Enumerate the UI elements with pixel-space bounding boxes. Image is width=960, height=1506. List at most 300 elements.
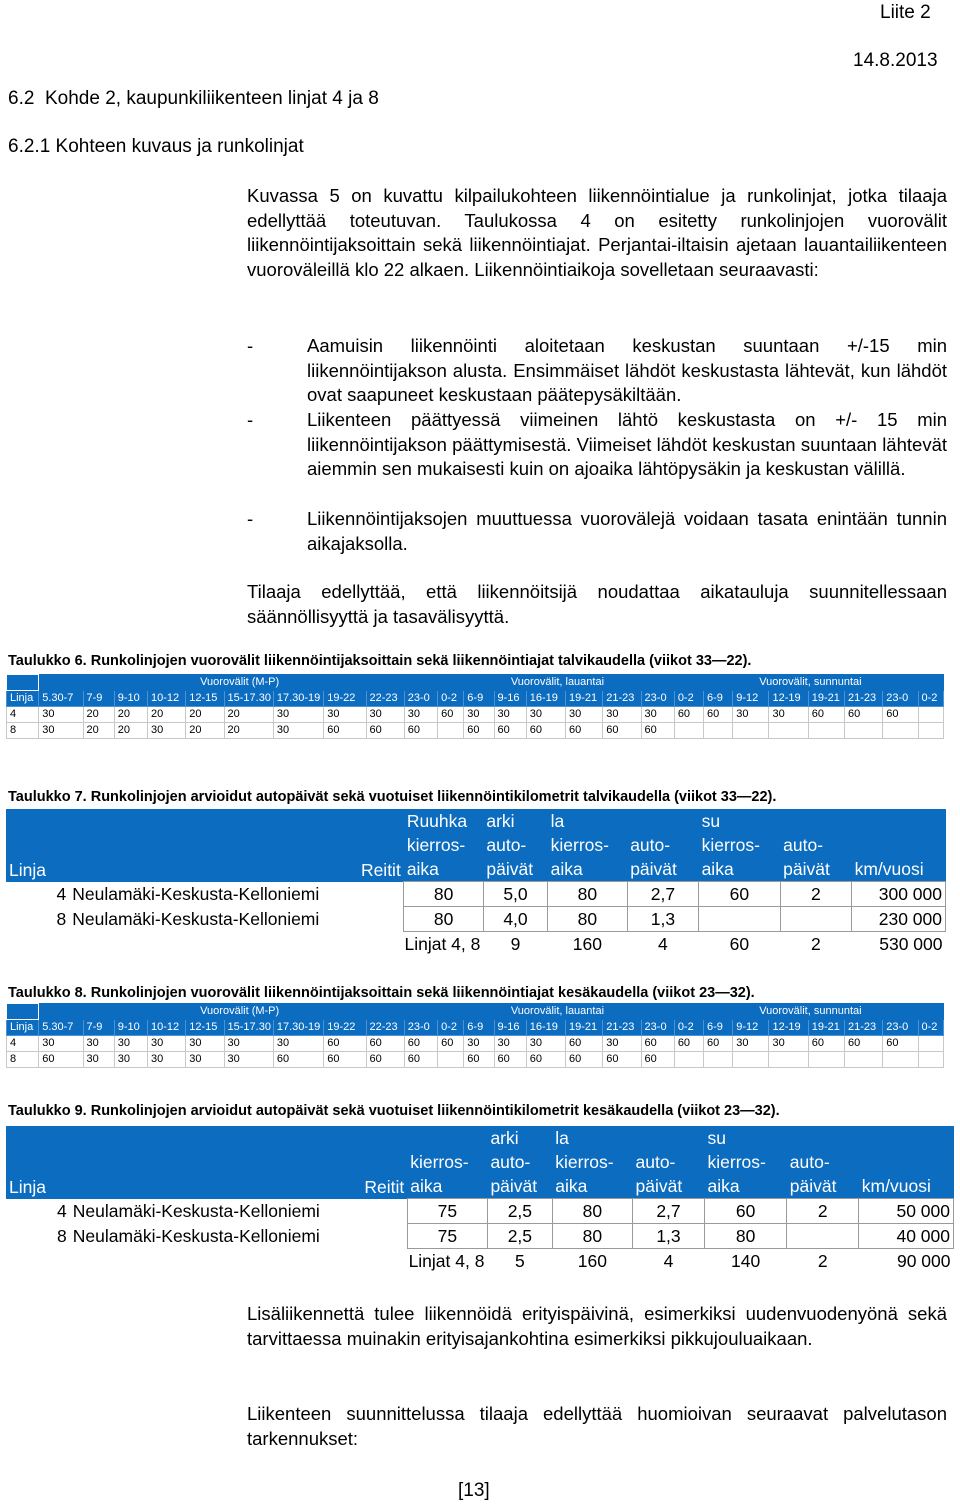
table-cell	[845, 1052, 883, 1068]
table-cell: 30	[224, 1036, 273, 1052]
km-header-cell: aika	[407, 1174, 487, 1199]
table-cell: 30	[464, 707, 494, 723]
page-date: 14.8.2013	[853, 50, 938, 71]
table-cell: 60	[883, 1036, 918, 1052]
table-cell: 60	[366, 1036, 404, 1052]
timetable-band-row	[7, 1004, 944, 1020]
line-number-cell: 4	[57, 1201, 67, 1221]
timetable-header-cell: 0-2	[674, 691, 703, 707]
total-value-cell: 60	[729, 934, 750, 954]
table8-timetable	[6, 1003, 944, 1068]
table-cell: 60	[324, 723, 366, 739]
table-cell: 20	[83, 723, 114, 739]
timetable-band-cell: Vuorovälit, sunnuntai	[674, 675, 943, 691]
table-cell	[883, 1052, 918, 1068]
timetable-header-cell: 15-17.30	[224, 1020, 273, 1036]
timetable-header-cell: 7-9	[83, 691, 114, 707]
bullet-dash: -	[247, 335, 254, 356]
table-cell: 60	[674, 1036, 703, 1052]
table-cell: 60	[404, 723, 437, 739]
km-header-cell: Linja	[6, 1174, 70, 1199]
route-cell: Neulamäki-Keskusta-Kelloniemi	[72, 1201, 320, 1221]
table-cell: 60	[566, 1036, 603, 1052]
table9-km-table	[6, 1126, 954, 1273]
table-cell: 20	[224, 723, 273, 739]
total-value-cell: 160	[572, 934, 602, 954]
timetable-band-cell	[7, 1004, 39, 1020]
table-cell	[733, 1052, 769, 1068]
table-cell: 30	[769, 707, 808, 723]
value-cell: 40 000	[859, 1224, 954, 1249]
timetable-header-row	[7, 691, 944, 707]
table-cell: 30	[39, 723, 83, 739]
table7-caption: Taulukko 7. Runkolinjojen arvioidut autopäivät sekä vuotuiset liikennöintikilometrit talvikaudella (viikot 33—22).	[8, 789, 777, 805]
km-header-cell	[627, 809, 698, 833]
table-cell: 60	[404, 1052, 437, 1068]
value-cell: 60	[705, 1199, 787, 1224]
km-header-cell	[859, 1150, 954, 1174]
value-cell: 2,5	[487, 1224, 552, 1249]
value-cell: 2,7	[633, 1199, 705, 1224]
table-cell: 60	[845, 707, 883, 723]
table-cell	[769, 723, 808, 739]
table-cell: 30	[769, 1036, 808, 1052]
timetable-header-cell: 9-10	[114, 691, 147, 707]
value-cell: 80	[552, 1224, 632, 1249]
value-cell	[780, 907, 851, 932]
km-header-cell: aika	[548, 857, 628, 882]
km-header-cell	[780, 809, 851, 833]
line-number-cell: 8	[56, 909, 67, 929]
timetable-header-cell: Linja	[7, 1020, 39, 1036]
table-cell	[808, 723, 844, 739]
table-cell: 20	[114, 707, 147, 723]
table-cell: 30	[366, 707, 404, 723]
km-header-cell	[6, 1126, 70, 1150]
table-cell	[845, 723, 883, 739]
timetable-header-cell: 0-2	[438, 1020, 464, 1036]
timetable-band-cell: Vuorovälit, lauantai	[438, 1004, 675, 1020]
timetable-header-cell: 21-23	[845, 691, 883, 707]
value-cell: 80	[548, 907, 628, 932]
km-header-cell: la	[552, 1126, 632, 1150]
table-row	[6, 907, 946, 932]
table-row	[6, 882, 946, 907]
km-header-cell	[6, 809, 69, 833]
bullet-dash: -	[247, 508, 254, 529]
value-cell: 1,3	[633, 1224, 705, 1249]
timetable-header-row	[7, 1020, 944, 1036]
km-header-cell: kierros-	[705, 1150, 787, 1174]
table-cell: 30	[114, 1052, 147, 1068]
km-header-cell	[407, 1126, 487, 1150]
table-cell: 30	[224, 1052, 273, 1068]
km-header-cell: aika	[404, 857, 484, 882]
km-header-cell: auto-	[483, 833, 547, 857]
table-cell: 30	[733, 707, 769, 723]
total-value-cell: 530 000	[879, 934, 943, 954]
timetable-header-cell: 21-23	[845, 1020, 883, 1036]
total-value-cell: 2	[811, 934, 821, 954]
intro-paragraph: Kuvassa 5 on kuvattu kilpailukohteen liikennöintialue ja runkolinjat, jotka tilaaja edellyttää toteutuvan. Taulukossa 4 on esitetty runkolinjojen vuorovälit liikennöintijaksoittain sekä liikennöintiajat. Perjantai-iltaisin ajetaan lauantailiikenteen vuoroväleillä klo 22 alkaen. Liikennöintiaikoja sovelletaan seuraavasti:	[247, 185, 947, 280]
timetable-header-cell: 0-2	[918, 1020, 943, 1036]
bullet-item	[247, 408, 947, 508]
table-row	[7, 707, 944, 723]
table-cell: 60	[883, 707, 918, 723]
km-header-cell	[859, 1126, 954, 1150]
timetable-band-cell	[7, 675, 39, 691]
timetable-header-cell: 23-0	[883, 691, 918, 707]
table-row	[6, 1199, 954, 1224]
timetable-header-cell: 0-2	[674, 1020, 703, 1036]
total-value-cell: 140	[731, 1251, 761, 1271]
km-header-cell: päivät	[627, 857, 698, 882]
table-cell: 30	[641, 707, 674, 723]
table-cell	[918, 1052, 943, 1068]
timetable-header-cell: 7-9	[83, 1020, 114, 1036]
timetable-header-cell: 23-0	[404, 1020, 437, 1036]
extra-paragraph: Lisäliikennettä tulee liikennöidä erityispäivinä, esimerkiksi uudenvuodenyönä sekä tarvittaessa muinakin erityisajankohtina esimerkiksi pikkujouluaikaan.	[247, 1303, 947, 1349]
bullet-item	[247, 507, 947, 557]
timetable-header-cell: 9-12	[733, 1020, 769, 1036]
bullet-item	[247, 334, 947, 408]
table-cell: 4	[7, 707, 39, 723]
table-cell	[438, 1052, 464, 1068]
table-row	[7, 1036, 944, 1052]
km-header-cell	[6, 1150, 70, 1174]
value-cell: 2,7	[627, 882, 698, 907]
table-cell: 30	[147, 723, 185, 739]
table-cell: 20	[224, 707, 273, 723]
table-cell: 30	[83, 1036, 114, 1052]
table-cell: 30	[526, 707, 565, 723]
timetable-header-cell: 19-22	[324, 691, 366, 707]
value-cell: 75	[407, 1224, 487, 1249]
total-label-cell: Linjat 4, 8	[408, 1251, 485, 1271]
value-cell: 2	[787, 1199, 859, 1224]
table-cell: 60	[704, 1036, 733, 1052]
km-header-cell	[70, 1150, 407, 1174]
value-cell: 75	[407, 1199, 487, 1224]
km-header-cell	[852, 809, 946, 833]
timetable-header-cell: 16-19	[526, 1020, 565, 1036]
table-cell: 60	[464, 723, 494, 739]
km-header-cell: la	[548, 809, 628, 833]
appendix-label: Liite 2	[880, 2, 931, 23]
value-cell	[699, 907, 781, 932]
km-header-cell	[852, 833, 946, 857]
table-cell	[918, 707, 943, 723]
table-cell: 30	[494, 1036, 526, 1052]
table-cell: 30	[526, 1036, 565, 1052]
timetable-header-cell: 22-23	[366, 1020, 404, 1036]
service-level-paragraph: Liikenteen suunnittelussa tilaaja edellyttää huomioivan seuraavat palvelutason tarkennukset:	[247, 1403, 947, 1449]
timetable-header-cell: 19-22	[324, 1020, 366, 1036]
table-cell: 60	[273, 1052, 323, 1068]
value-cell: 80	[705, 1224, 787, 1249]
table-row	[7, 1052, 944, 1068]
table-cell: 30	[733, 1036, 769, 1052]
value-cell: 80	[552, 1199, 632, 1224]
table-cell: 30	[273, 707, 323, 723]
km-header-cell: Ruuhka	[404, 809, 484, 833]
table-row	[7, 723, 944, 739]
table7-km-table	[6, 809, 946, 956]
timetable-header-cell: 23-0	[404, 691, 437, 707]
table-cell: 30	[273, 723, 323, 739]
value-cell: 60	[699, 882, 781, 907]
page-number: [13]	[458, 1480, 490, 1501]
table-cell: 60	[324, 1052, 366, 1068]
bullet-text: Aamuisin liikennöinti aloitetaan keskustan suuntaan +/-15 min liikennöintijakson alusta. Ensimmäiset lähdöt keskustasta lähtevät, kun lähdöt ovat saapuneet keskustaan päätepysäkiltään.	[307, 335, 947, 406]
km-header-cell: Reitit	[70, 1174, 407, 1199]
km-header-cell: kierros-	[548, 833, 628, 857]
table-cell	[918, 723, 943, 739]
subsection-heading: 6.2.1 Kohteen kuvaus ja runkolinjat	[8, 136, 304, 157]
km-header-row	[6, 857, 946, 882]
route-cell: Neulamäki-Keskusta-Kelloniemi	[72, 909, 320, 929]
table-cell: 60	[438, 1036, 464, 1052]
km-header-cell: arki	[487, 1126, 552, 1150]
km-header-row	[6, 833, 946, 857]
table-cell: 60	[526, 1052, 565, 1068]
timetable-header-cell: 9-12	[733, 691, 769, 707]
km-header-cell	[787, 1126, 859, 1150]
timetable-header-cell: 12-15	[186, 1020, 224, 1036]
table-cell	[438, 723, 464, 739]
table-cell: 20	[186, 723, 224, 739]
table6-timetable	[6, 674, 944, 739]
total-value-cell: 160	[577, 1251, 607, 1271]
table-cell	[704, 1052, 733, 1068]
table-cell: 30	[186, 1052, 224, 1068]
total-label-cell: Linjat 4, 8	[404, 934, 481, 954]
km-header-cell: km/vuosi	[859, 1174, 954, 1199]
total-value-cell: 2	[817, 1251, 828, 1271]
line-number-cell: 8	[57, 1226, 67, 1246]
value-cell: 2	[780, 882, 851, 907]
table-cell	[674, 723, 703, 739]
table-cell	[808, 1052, 844, 1068]
km-header-cell: päivät	[633, 1174, 705, 1199]
table-cell	[704, 723, 733, 739]
timetable-header-cell: 23-0	[883, 1020, 918, 1036]
km-header-cell: päivät	[787, 1174, 859, 1199]
table-cell: 30	[404, 707, 437, 723]
value-cell: 80	[404, 907, 484, 932]
route-cell: Neulamäki-Keskusta-Kelloniemi	[72, 1226, 320, 1246]
bullet-dash: -	[247, 409, 254, 430]
timetable-header-cell: 15-17.30	[224, 691, 273, 707]
timetable-band-row	[7, 675, 944, 691]
value-cell: 1,3	[627, 907, 698, 932]
table-row	[6, 1224, 954, 1249]
km-header-row	[6, 1126, 954, 1150]
timetable-band-cell: Vuorovälit, lauantai	[438, 675, 675, 691]
table-cell	[733, 723, 769, 739]
km-header-cell: kierros-	[552, 1150, 632, 1174]
bullet-text: Liikenteen päättyessä viimeinen lähtö keskustasta on +/- 15 min liikennöintijakson päättymisestä. Viimeiset lähdöt keskustan suuntaan lähtevät aiemmin sen mukaisesti kuin on ajoaika lähtöpysäkin ja keskustan välillä.	[307, 409, 947, 480]
km-header-cell: kierros-	[404, 833, 484, 857]
table-cell: 30	[494, 707, 526, 723]
km-header-cell: aika	[552, 1174, 632, 1199]
km-header-cell: Reitit	[69, 857, 404, 882]
table-cell: 60	[494, 1052, 526, 1068]
total-row	[6, 932, 946, 957]
value-cell: 230 000	[852, 907, 946, 932]
table-cell: 60	[526, 723, 565, 739]
value-cell: 5,0	[483, 882, 547, 907]
table-cell: 60	[566, 723, 603, 739]
table-cell: 60	[404, 1036, 437, 1052]
timetable-header-cell: 6-9	[704, 691, 733, 707]
timetable-header-cell: 19-21	[808, 691, 844, 707]
timetable-header-cell: 16-19	[526, 691, 565, 707]
table-cell: 20	[83, 707, 114, 723]
total-value-cell: 9	[510, 934, 521, 954]
timetable-header-cell: 17.30-19	[273, 691, 323, 707]
km-header-cell: päivät	[780, 857, 851, 882]
value-cell: 80	[404, 882, 484, 907]
table-cell	[918, 1036, 943, 1052]
table-cell: 30	[147, 1036, 185, 1052]
table-cell: 30	[273, 1036, 323, 1052]
total-row	[6, 1249, 954, 1274]
km-header-cell: päivät	[487, 1174, 552, 1199]
km-header-cell	[633, 1126, 705, 1150]
bullet-text: Liikennöintijaksojen muuttuessa vuorovälejä voidaan tasata enintään tunnin aikajaksolla.	[307, 508, 947, 554]
timetable-header-cell: Linja	[7, 691, 39, 707]
km-header-cell: su	[705, 1126, 787, 1150]
table-cell: 60	[324, 1036, 366, 1052]
km-header-row	[6, 1174, 954, 1199]
km-header-cell	[6, 833, 69, 857]
timetable-header-cell: 10-12	[147, 691, 185, 707]
table-cell: 30	[114, 1036, 147, 1052]
table-cell: 30	[464, 1036, 494, 1052]
km-header-cell: päivät	[483, 857, 547, 882]
table-cell: 60	[641, 1052, 674, 1068]
km-header-cell: aika	[705, 1174, 787, 1199]
km-header-cell: km/vuosi	[852, 857, 946, 882]
timetable-header-cell: 9-16	[494, 1020, 526, 1036]
total-value-cell: 5	[514, 1251, 525, 1271]
table-cell: 4	[7, 1036, 39, 1052]
table-cell	[769, 1052, 808, 1068]
table-cell: 20	[186, 707, 224, 723]
table-cell: 20	[147, 707, 185, 723]
timetable-header-cell: 5.30-7	[39, 1020, 83, 1036]
timetable-band-cell: Vuorovälit (M-P)	[39, 1004, 438, 1020]
table-cell: 60	[808, 1036, 844, 1052]
timetable-header-cell: 6-9	[464, 1020, 494, 1036]
table-cell: 60	[641, 1036, 674, 1052]
line-number-cell: 4	[56, 884, 67, 904]
km-header-cell	[70, 1126, 407, 1150]
timetable-header-cell: 17.30-19	[273, 1020, 323, 1036]
km-header-cell	[69, 833, 404, 857]
timetable-header-cell: 12-15	[186, 691, 224, 707]
table-cell: 30	[186, 1036, 224, 1052]
section-heading: 6.2 Kohde 2, kaupunkiliikenteen linjat 4 ja 8	[8, 88, 379, 109]
total-value-cell: 90 000	[896, 1251, 951, 1271]
km-header-row	[6, 1150, 954, 1174]
timetable-header-cell: 0-2	[438, 691, 464, 707]
timetable-header-cell: 23-0	[641, 691, 674, 707]
timetable-header-cell: 5.30-7	[39, 691, 83, 707]
table-cell: 60	[704, 707, 733, 723]
timetable-header-cell: 6-9	[704, 1020, 733, 1036]
table8-caption: Taulukko 8. Runkolinjojen vuorovälit liikennöintijaksoittain sekä liikennöintiajat kesäkaudella (viikot 23—32).	[8, 985, 755, 1001]
timetable-header-cell: 9-16	[494, 691, 526, 707]
timetable-header-cell: 12-19	[769, 691, 808, 707]
value-cell: 300 000	[852, 882, 946, 907]
table9-caption: Taulukko 9. Runkolinjojen arvioidut autopäivät sekä vuotuiset liikennöintikilometrit kesäkaudella (viikot 23—32).	[8, 1103, 780, 1119]
table-cell	[674, 1052, 703, 1068]
table-cell: 30	[39, 1036, 83, 1052]
timetable-header-cell: 10-12	[147, 1020, 185, 1036]
table-cell: 60	[366, 1052, 404, 1068]
km-header-cell: kierros-	[699, 833, 781, 857]
km-header-cell: kierros-	[407, 1150, 487, 1174]
km-header-cell: su	[699, 809, 781, 833]
table-cell: 60	[494, 723, 526, 739]
total-value-cell: 4	[663, 1251, 674, 1271]
table-cell: 60	[808, 707, 844, 723]
table-cell: 60	[438, 707, 464, 723]
table-cell: 30	[603, 1036, 641, 1052]
km-header-cell: auto-	[787, 1150, 859, 1174]
timetable-band-cell: Vuorovälit (M-P)	[39, 675, 438, 691]
timetable-header-cell: 22-23	[366, 691, 404, 707]
km-header-cell: auto-	[633, 1150, 705, 1174]
km-header-cell: auto-	[780, 833, 851, 857]
km-header-cell: Linja	[6, 857, 69, 882]
km-header-cell: auto-	[627, 833, 698, 857]
table-cell: 30	[147, 1052, 185, 1068]
timetable-header-cell: 9-10	[114, 1020, 147, 1036]
value-cell	[787, 1224, 859, 1249]
timetable-header-cell: 6-9	[464, 691, 494, 707]
timetable-header-cell: 0-2	[918, 691, 943, 707]
table-cell: 60	[464, 1052, 494, 1068]
km-header-row	[6, 809, 946, 833]
table-cell: 8	[7, 1052, 39, 1068]
km-header-cell: aika	[699, 857, 781, 882]
value-cell: 2,5	[487, 1199, 552, 1224]
value-cell: 4,0	[483, 907, 547, 932]
table-cell: 30	[83, 1052, 114, 1068]
km-header-cell: auto-	[487, 1150, 552, 1174]
timetable-header-cell: 19-21	[808, 1020, 844, 1036]
timetable-header-cell: 23-0	[641, 1020, 674, 1036]
table-cell	[883, 723, 918, 739]
table-cell: 60	[39, 1052, 83, 1068]
table-cell: 60	[845, 1036, 883, 1052]
table-cell: 30	[566, 707, 603, 723]
value-cell: 80	[548, 882, 628, 907]
table-cell: 60	[603, 1052, 641, 1068]
table-cell: 30	[39, 707, 83, 723]
route-cell: Neulamäki-Keskusta-Kelloniemi	[72, 884, 320, 904]
value-cell: 50 000	[859, 1199, 954, 1224]
table-cell: 30	[603, 707, 641, 723]
table-cell: 8	[7, 723, 39, 739]
table-cell: 20	[114, 723, 147, 739]
timetable-header-cell: 12-19	[769, 1020, 808, 1036]
timetable-header-cell: 21-23	[603, 691, 641, 707]
table-cell: 60	[366, 723, 404, 739]
